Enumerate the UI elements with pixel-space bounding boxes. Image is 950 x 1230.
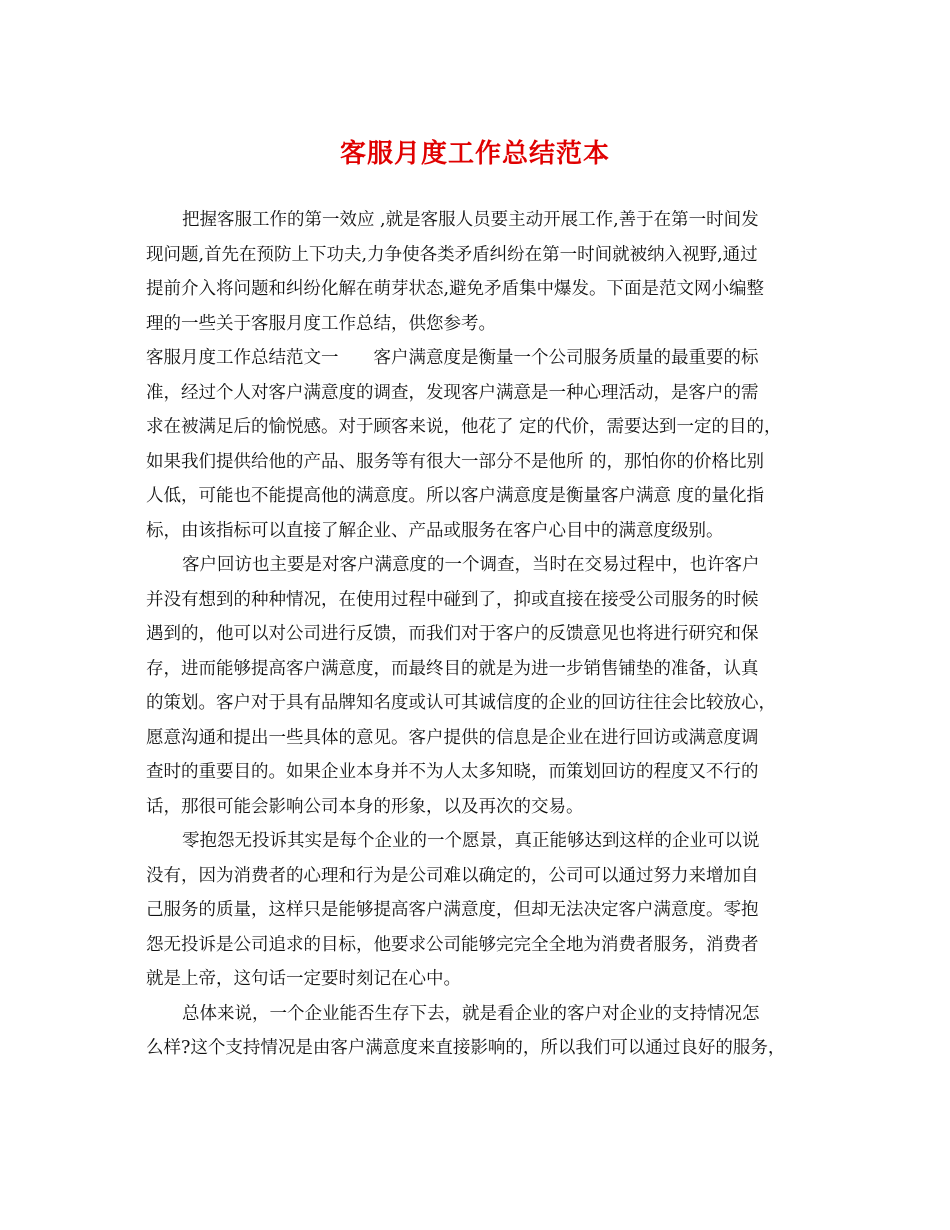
document-title: 客服月度工作总结范本	[339, 139, 610, 169]
text-line: 话，那很可能会影响公司本身的形象，以及再次的交易。	[146, 796, 584, 817]
text-line: 现问题,首先在预防上下功夫,力争使各类矛盾纠纷在第一时间就被纳入视野,通过	[146, 244, 758, 265]
text-line: 把握客服工作的第一效应 ,就是客服人员要主动开展工作,善于在第一时间发	[182, 210, 759, 230]
text-line: 客户回访也主要是对客户满意度的一个调查，当时在交易过程中，也许客户	[182, 555, 760, 575]
text-line: 么样?这个支持情况是由客户满意度来直接影响的，所以我们可以通过良好的服务，	[146, 1038, 786, 1058]
text-line: 己服务的质量，这样只是能够提高客户满意度，但却无法决定客户满意度。零抱	[146, 900, 759, 920]
text-line: 愿意沟通和提出一些具体的意见。客户提供的信息是企业在进行回访或满意度调	[146, 727, 759, 748]
text-line: 总体来说，一个企业能否生存下去，就是看企业的客户对企业的支持情况怎	[182, 1003, 760, 1024]
text-line: 准，经过个人对客户满意度的调查，发现客户满意是一种心理活动，是客户的需	[146, 382, 759, 403]
text-line: 遇到的，他可以对公司进行反馈，而我们对于客户的反馈意见也将进行研究和保	[146, 624, 759, 644]
text-line: 并没有想到的种种情况，在使用过程中碰到了，抑或直接在接受公司服务的时候	[146, 589, 759, 610]
text-line: 客服月度工作总结范文一 客户满意度是衡量一个公司服务质量的最重要的标	[146, 348, 759, 368]
text-line: 零抱怨无投诉其实是每个企业的一个愿景，真正能够达到这样的企业可以说	[182, 831, 760, 851]
text-line: 人低，可能也不能提高他的满意度。所以客户满意度是衡量客户满意 度的量化指	[146, 486, 765, 506]
text-line: 如果我们提供给他的产品、服务等有很大一部分不是他所 的，那怕你的价格比别	[146, 451, 765, 472]
text-line: 怨无投诉是公司追求的目标，他要求公司能够完完全全地为消费者服务，消费者	[146, 934, 759, 955]
text-line: 理的一些关于客服月度工作总结，供您参考。	[146, 313, 496, 334]
text-line: 没有，因为消费者的心理和行为是公司难以确定的，公司可以通过努力来增加自	[146, 865, 759, 886]
text-line: 就是上帝，这句话一定要时刻记在心中。	[146, 969, 461, 989]
text-line: 标，由该指标可以直接了解企业、产品或服务在客户心目中的满意度级别。	[146, 520, 724, 541]
text-line: 的策划。客户对于具有品牌知名度或认可其诚信度的企业的回访往往会比较放心，	[146, 693, 776, 713]
text-line: 存，进而能够提高客户满意度，而最终目的就是为进一步销售铺垫的准备，认真	[146, 658, 759, 679]
document-body	[146, 203, 826, 1066]
text-line: 提前介入将问题和纠纷化解在萌芽状态,避免矛盾集中爆发。下面是范文网小编整	[146, 279, 765, 299]
text-line: 查时的重要目的。如果企业本身并不为人太多知晓，而策划回访的程度又不行的	[146, 762, 759, 782]
text-line: 求在被满足后的愉悦感。对于顾客来说，他花了 定的代价，需要达到一定的目的，	[146, 417, 782, 437]
